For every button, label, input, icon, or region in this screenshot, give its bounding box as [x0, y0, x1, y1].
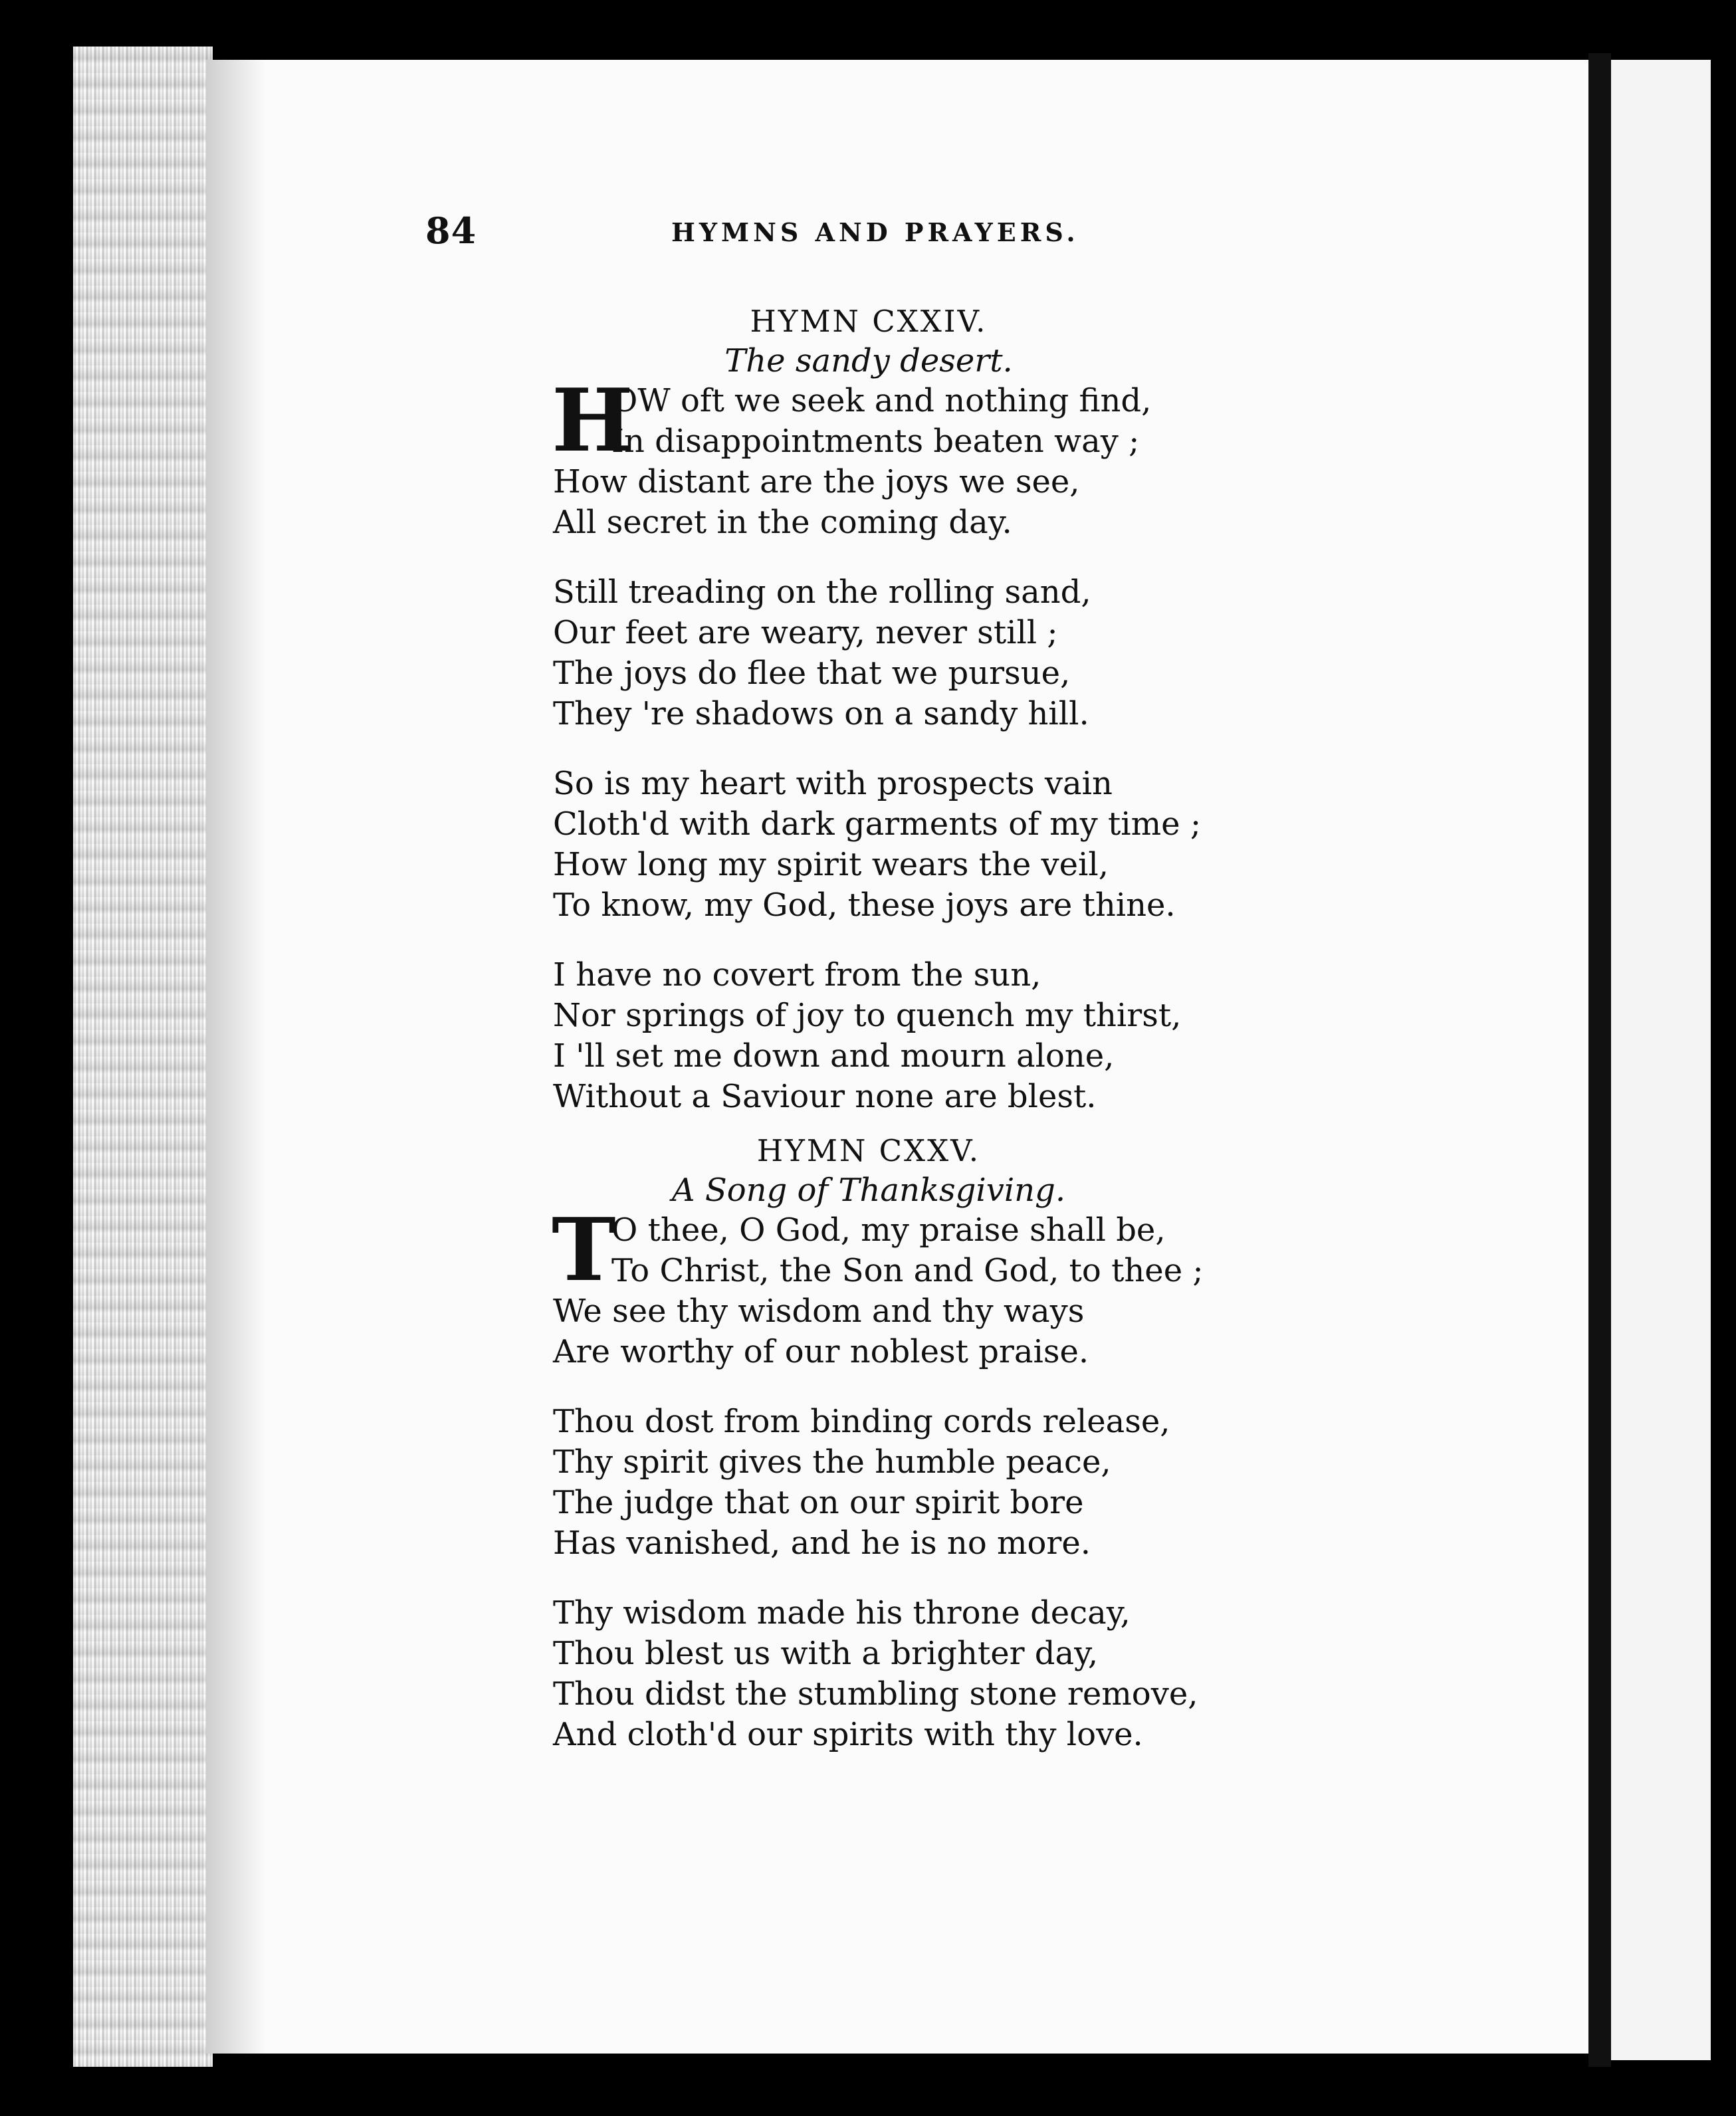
stanza: [553, 1593, 1284, 1755]
verse-line: To know, my God, these joys are thine.: [553, 887, 1176, 924]
verse-line: So is my heart with prospects vain: [553, 765, 1113, 802]
stanza: [553, 764, 1284, 926]
verse-line: How long my spirit wears the veil,: [553, 846, 1109, 883]
hymn-subtitle: A Song of Thanksgiving.: [671, 1172, 1066, 1209]
verse-line: Are worthy of our noblest praise.: [553, 1333, 1089, 1370]
drop-cap: T: [552, 1199, 616, 1301]
hymn-number: HYMN CXXIV.: [750, 304, 988, 339]
page-stack-edge: [73, 47, 213, 2067]
running-head: [425, 209, 1143, 263]
hymn-text-block: [553, 302, 1284, 1784]
hymn-number: HYMN CXXV.: [756, 1133, 981, 1168]
running-head-title: HYMNS AND PRAYERS.: [671, 217, 1079, 247]
facing-page-edge: [1611, 60, 1711, 2060]
verse-line: Our feet are weary, never still ;: [553, 614, 1058, 651]
verse-line: Thou dost from binding cords release,: [553, 1403, 1170, 1440]
drop-cap: H: [552, 370, 633, 471]
stanza: [553, 572, 1284, 734]
verse-line: And cloth'd our spirits with thy love.: [553, 1716, 1143, 1753]
verse-line: Nor springs of joy to quench my thirst,: [553, 997, 1182, 1034]
verse-line: O thee, O God, my praise shall be,: [611, 1212, 1166, 1249]
verse-line: Still treading on the rolling sand,: [553, 574, 1091, 611]
verse-line: They 're shadows on a sandy hill.: [553, 695, 1089, 732]
verse-line: Without a Saviour none are blest.: [553, 1078, 1097, 1115]
verse-line: Thy wisdom made his throne decay,: [553, 1594, 1131, 1632]
verse-line: To Christ, the Son and God, to thee ;: [611, 1252, 1204, 1289]
stanza: [553, 955, 1284, 1117]
hymn-125: [553, 1132, 1284, 1755]
stanza: [552, 1199, 1284, 1372]
verse-line: I 'll set me down and mourn alone,: [553, 1037, 1115, 1075]
verse-line: I have no covert from the sun,: [553, 956, 1041, 994]
stanza: [553, 1402, 1284, 1564]
hymn-subtitle: The sandy desert.: [724, 342, 1013, 379]
verse-line: Has vanished, and he is no more.: [553, 1525, 1091, 1562]
verse-line: Thou blest us with a brighter day,: [553, 1635, 1099, 1672]
verse-line: The judge that on our spirit bore: [553, 1484, 1084, 1521]
verse-line: OW oft we seek and nothing find,: [611, 382, 1152, 419]
verse-line: The joys do flee that we pursue,: [553, 655, 1071, 692]
stanza: [552, 370, 1284, 543]
verse-line: Thy spirit gives the humble peace,: [553, 1443, 1111, 1481]
verse-line: How distant are the joys we see,: [553, 463, 1080, 500]
page-number: 84: [425, 209, 477, 252]
verse-line: In disappointments beaten way ;: [611, 423, 1140, 460]
verse-line: Thou didst the stumbling stone remove,: [553, 1675, 1198, 1713]
book-gutter: [1588, 53, 1611, 2067]
hymn-124: [553, 302, 1284, 1117]
verse-line: All secret in the coming day.: [553, 504, 1012, 541]
verse-line: Cloth'd with dark garments of my time ;: [553, 805, 1201, 843]
verse-line: We see thy wisdom and thy ways: [553, 1293, 1085, 1330]
